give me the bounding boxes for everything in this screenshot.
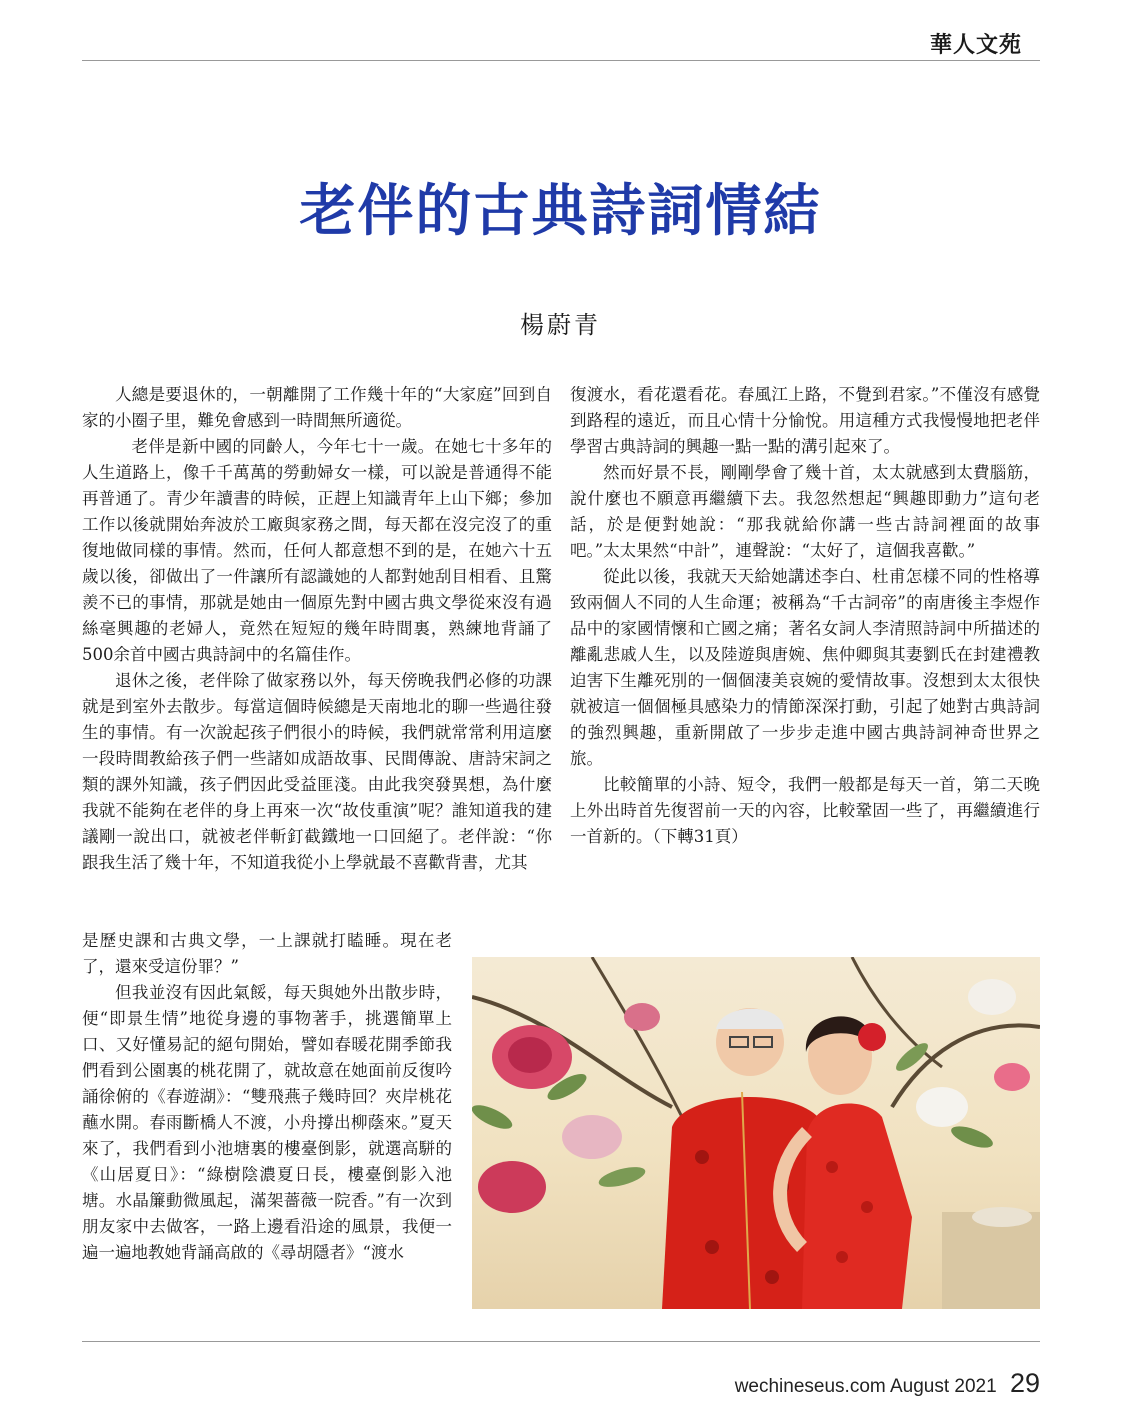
footer-site: wechineseus.com xyxy=(734,1376,886,1397)
paragraph: 是歷史課和古典文學，一上課就打瞌睡。現在老了，還來受這份罪？” xyxy=(82,931,452,976)
article-author: 楊蔚青 xyxy=(520,311,601,339)
right-column xyxy=(570,382,1040,850)
page-footer xyxy=(700,1368,1040,1399)
paragraph: 老伴是新中國的同齡人，今年七十一歲。在她七十多年的人生道路上，像千千萬萬的勞動婦女一樣，可以說是普通得不能再普通了。青少年讀書的時候，正趕上知識青年上山下鄉；參加工作以後就開始奔波於工廠與家務之間，每天都在沒完沒了的重復地做同樣的事情。然而，任何人都意想不到的是，在她六十五歲以後，卻做出了一件讓所有認識她的人都對她刮目相看、且驚羨不已的事情，那就是她由一個原先對中國古典文學從來沒有過絲毫興趣的老婦人，竟然在短短的幾年時間裏，熟練地背誦了500余首中國古典詩詞中的名篇佳作。 xyxy=(82,437,552,664)
section-name: 華人文苑 xyxy=(930,32,1023,58)
page-number: 29 xyxy=(1009,1368,1040,1398)
bottom-rule xyxy=(82,1341,1040,1342)
couple-photo xyxy=(472,957,1040,1309)
paragraph: 人總是要退休的，一朝離開了工作幾十年的“大家庭”回到自家的小圈子里，難免會感到一時間無所適從。 xyxy=(82,385,552,430)
footer-date: August 2021 xyxy=(889,1376,997,1397)
photo-illustration xyxy=(472,957,1040,1309)
paragraph: 比較簡單的小詩、短令，我們一般都是每天一首，第二天晚上外出時首先復習前一天的內容，比較鞏固一些了，再繼續進行一首新的。（下轉31頁） xyxy=(570,775,1040,846)
left-column-narrow xyxy=(82,928,452,1266)
paragraph: 然而好景不長，剛剛學會了幾十首，太太就感到太費腦筋，說什麼也不願意再繼續下去。我忽然想起“興趣即動力”這句老話，於是便對她說：“那我就給你講一些古詩詞裡面的故事吧。”太太果然“中計”，連聲說：“太好了，這個我喜歡。” xyxy=(570,463,1040,560)
paragraph: 退休之後，老伴除了做家務以外，每天傍晚我們必修的功課就是到室外去散步。每當這個時候總是天南地北的聊一些過往發生的事情。有一次說起孩子們很小的時候，我們就常常利用這麼一段時間教給孩子們一些諸如成語故事、民間傳說、唐詩宋詞之類的課外知識，孩子們因此受益匪淺。由此我突發異想，為什麼我就不能夠在老伴的身上再來一次“故伎重演”呢？誰知道我的建議剛一說出口，就被老伴斬釘截鐵地一口回絕了。老伴說：“你跟我生活了幾十年，不知道我從小上學就最不喜歡背書，尤其 xyxy=(82,671,552,872)
paragraph: 復渡水，看花還看花。春風江上路，不覺到君家。”不僅沒有感覺到路程的遠近，而且心情十分愉悅。用這種方式我慢慢地把老伴學習古典詩詞的興趣一點一點的溝引起來了。 xyxy=(570,385,1040,456)
top-rule xyxy=(82,60,1040,61)
paragraph: 但我並沒有因此氣餒，每天與她外出散步時，便“即景生情”地從身邊的事物著手，挑選簡單上口、又好懂易記的絕句開始，譬如春暖花開季節我們看到公園裏的桃花開了，就故意在她面前反復吟誦徐俯的《春遊湖》：“雙飛燕子幾時回？夾岸桃花蘸水開。春雨斷橋人不渡，小舟撐出柳蔭來。”夏天來了，我們看到小池塘裏的樓臺倒影，就選高駢的《山居夏日》：“綠樹陰濃夏日長，樓臺倒影入池塘。水晶簾動微風起，滿架薔薇一院香。”有一次到朋友家中去做客，一路上邊看沿途的風景，我便一遍一遍地教她背誦高啟的《尋胡隱者》“渡水 xyxy=(82,983,452,1262)
article-title: 老伴的古典詩詞情結 xyxy=(299,179,822,244)
left-column xyxy=(82,382,552,876)
paragraph: 從此以後，我就天天給她講述李白、杜甫怎樣不同的性格導致兩個人不同的人生命運；被稱為“千古詞帝”的南唐後主李煜作品中的家國情懷和亡國之痛；著名女詞人李清照詩詞中所描述的離亂悲戚人生，以及陸遊與唐婉、焦仲卿與其妻劉氏在封建禮教迫害下生離死別的一個個淒美哀婉的愛情故事。沒想到太太很快就被這一個個極具感染力的情節深深打動，引起了她對古典詩詞的強烈興趣，重新開啟了一步步走進中國古典詩詞神奇世界之旅。 xyxy=(570,567,1040,768)
